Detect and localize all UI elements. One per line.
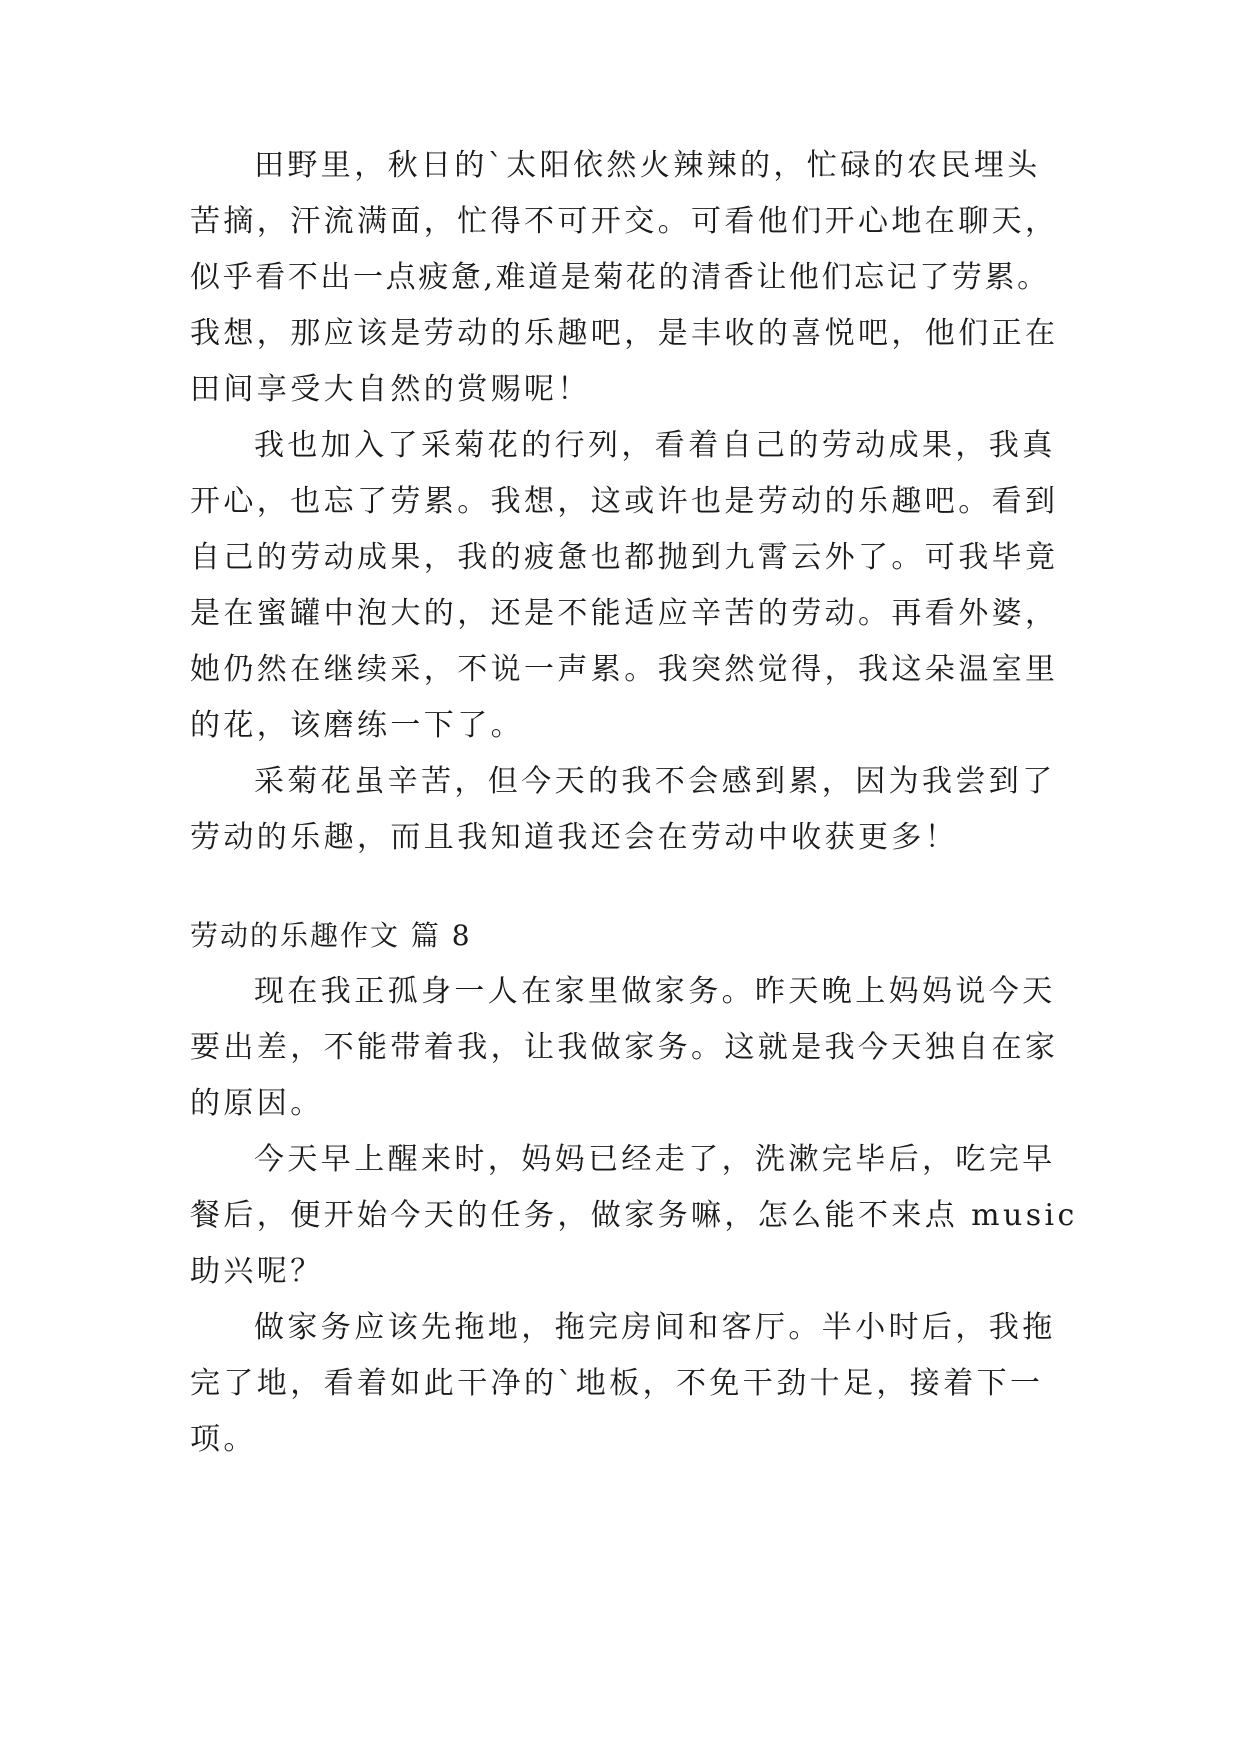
paragraph-line: 田野里，秋日的`太阳依然火辣辣的，忙碌的农民埋头 [254, 148, 1041, 183]
paragraph-line: 的花，该磨练一下了。 [190, 708, 524, 743]
paragraph-line: 助兴呢？ [190, 1254, 324, 1289]
paragraph-line: 是在蜜罐中泡大的，还是不能适应辛苦的劳动。再看外婆， [190, 596, 1059, 631]
paragraph-line: 完了地，看着如此干净的`地板，不免干劲十足，接着下一 [190, 1366, 1044, 1401]
paragraph-line: 采菊花虽辛苦，但今天的我不会感到累，因为我尝到了 [254, 764, 1056, 799]
paragraph-line: 开心，也忘了劳累。我想，这或许也是劳动的乐趣吧。看到 [190, 484, 1059, 519]
paragraph-line: 的原因。 [190, 1086, 324, 1121]
paragraph-line: 劳动的乐趣，而且我知道我还会在劳动中收获更多！ [190, 820, 959, 855]
paragraph-line: 今天早上醒来时，妈妈已经走了，洗漱完毕后，吃完早 [254, 1142, 1056, 1177]
paragraph-line: 苦摘，汗流满面，忙得不可开交。可看他们开心地在聊天， [190, 204, 1059, 239]
paragraph-line: 项。 [190, 1422, 257, 1457]
paragraph-line: 我想，那应该是劳动的乐趣吧，是丰收的喜悦吧，他们正在 [190, 316, 1059, 351]
paragraph-line: 做家务应该先拖地，拖完房间和客厅。半小时后，我拖 [254, 1310, 1056, 1345]
paragraph-line: 餐后，便开始今天的任务，做家务嘛，怎么能不来点 music [190, 1198, 1078, 1233]
section-heading: 劳动的乐趣作文 篇 8 [190, 919, 472, 952]
paragraph-line: 田间享受大自然的赏赐呢！ [190, 372, 591, 407]
paragraph-line: 现在我正孤身一人在家里做家务。昨天晚上妈妈说今天 [254, 974, 1056, 1009]
paragraph-line: 我也加入了采菊花的行列，看着自己的劳动成果，我真 [254, 428, 1056, 463]
paragraph-line: 自己的劳动成果，我的疲惫也都抛到九霄云外了。可我毕竟 [190, 540, 1059, 575]
paragraph-line: 似乎看不出一点疲惫,难道是菊花的清香让他们忘记了劳累。 [190, 260, 1050, 295]
paragraph-line: 她仍然在继续采，不说一声累。我突然觉得，我这朵温室里 [190, 652, 1059, 687]
paragraph-line: 要出差，不能带着我，让我做家务。这就是我今天独自在家 [190, 1030, 1059, 1065]
